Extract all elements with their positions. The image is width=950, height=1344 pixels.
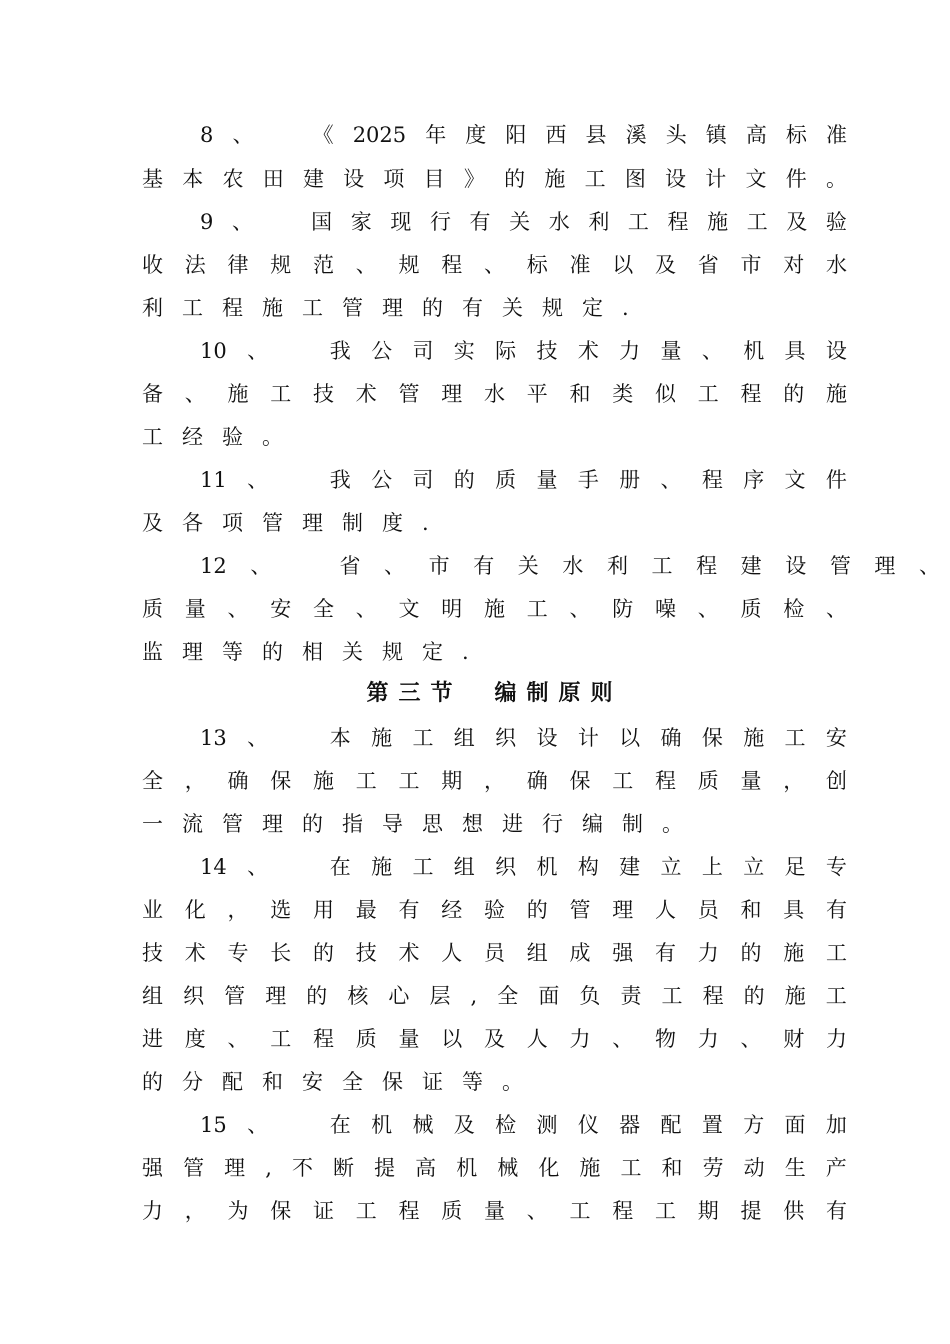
para-14-line-1: 14 、 在 施 工 组 织 机 构 建 立 上 立 足 专 <box>200 855 847 879</box>
para-13-line-3: 一 流 管 理 的 指 导 思 想 进 行 编 制 。 <box>142 812 683 836</box>
para-9-line-2: 收 法 律 规 范 、 规 程 、 标 准 以 及 省 市 对 水 <box>142 253 847 277</box>
para-14-line-5: 进 度 、 工 程 质 量 以 及 人 力 、 物 力 、 财 力 <box>142 1027 847 1051</box>
para-11-line-1: 11 、 我 公 司 的 质 量 手 册 、 程 序 文 件 <box>200 468 847 492</box>
para-12-line-3: 监 理 等 的 相 关 规 定 . <box>142 640 469 664</box>
para-15-line-2: 强 管 理 , 不 断 提 高 机 械 化 施 工 和 劳 动 生 产 <box>142 1156 847 1180</box>
para-10-line-3: 工 经 验 。 <box>142 425 283 449</box>
para-8-line-2: 基 本 农 田 建 设 项 目 》 的 施 工 图 设 计 文 件 。 <box>142 167 847 191</box>
para-14-line-6: 的 分 配 和 安 全 保 证 等 。 <box>142 1070 523 1094</box>
para-15-line-3: 力 ， 为 保 证 工 程 质 量 、 工 程 工 期 提 供 有 <box>142 1199 847 1223</box>
para-9-line-1: 9 、 国 家 现 行 有 关 水 利 工 程 施 工 及 验 <box>200 210 847 234</box>
para-13-line-1: 13 、 本 施 工 组 织 设 计 以 确 保 施 工 安 <box>200 726 847 750</box>
para-10-line-1: 10 、 我 公 司 实 际 技 术 力 量 、 机 具 设 <box>200 339 847 363</box>
para-12-line-2: 质 量 、 安 全 、 文 明 施 工 、 防 噪 、 质 检 、 <box>142 597 847 621</box>
para-14-line-4: 组 织 管 理 的 核 心 层 , 全 面 负 责 工 程 的 施 工 <box>142 984 847 1008</box>
para-15-line-1: 15 、 在 机 械 及 检 测 仪 器 配 置 方 面 加 <box>200 1113 847 1137</box>
para-13-line-2: 全 ， 确 保 施 工 工 期 ， 确 保 工 程 质 量 ， 创 <box>142 769 847 793</box>
para-14-line-2: 业 化 ， 选 用 最 有 经 验 的 管 理 人 员 和 具 有 <box>142 898 847 922</box>
para-9-line-3: 利 工 程 施 工 管 理 的 有 关 规 定 . <box>142 296 629 320</box>
para-14-line-3: 技 术 专 长 的 技 术 人 员 组 成 强 有 力 的 施 工 <box>142 941 847 965</box>
para-11-line-2: 及 各 项 管 理 制 度 . <box>142 511 429 535</box>
para-12-line-1: 12 、 省 、 市 有 关 水 利 工 程 建 设 管 理 、 <box>200 554 940 578</box>
para-8-line-1: 8 、 《 2025 年 度 阳 西 县 溪 头 镇 高 标 准 <box>200 123 847 147</box>
para-10-line-2: 备 、 施 工 技 术 管 理 水 平 和 类 似 工 程 的 施 <box>142 382 847 406</box>
section-heading: 第三节 编制原则 <box>366 681 623 706</box>
